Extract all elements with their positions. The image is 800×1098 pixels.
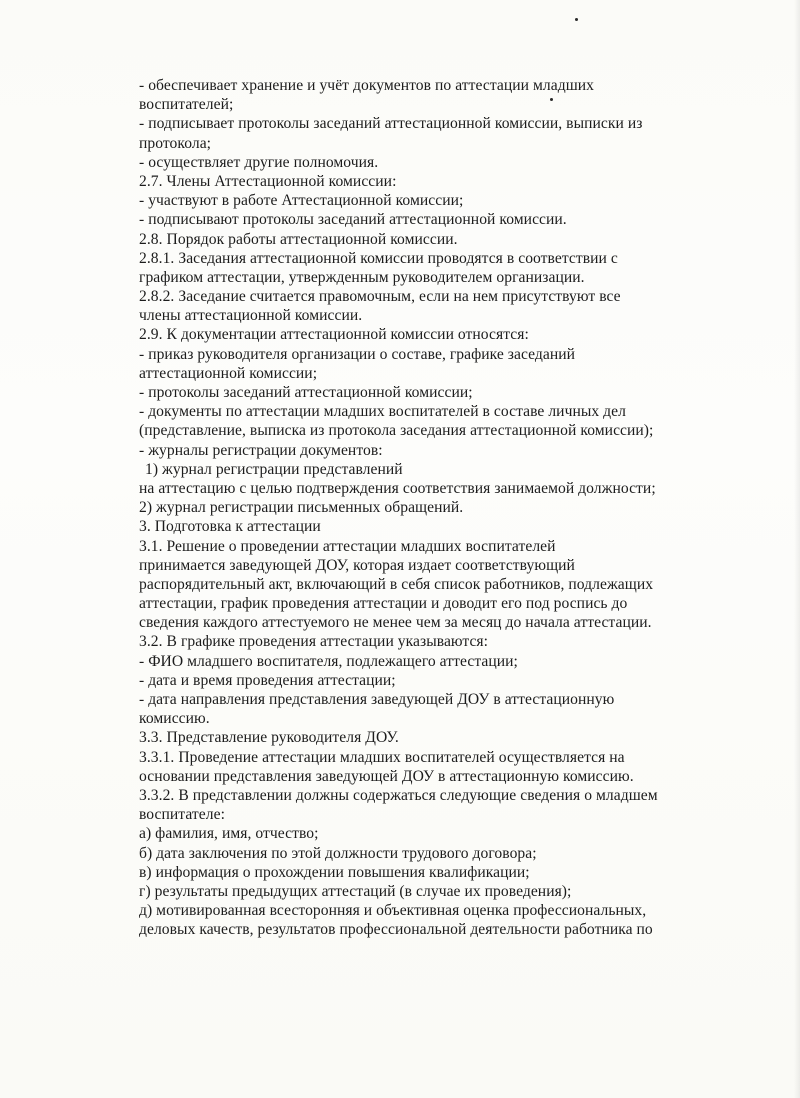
doc-line: - приказ руководителя организации о составе, графике заседаний xyxy=(139,345,576,363)
document-body xyxy=(139,76,759,939)
doc-line: 3.3.1. Проведение аттестации младших воспитателей осуществляется на xyxy=(139,748,625,766)
section-heading: 2.8. Порядок работы аттестационной комиссии. xyxy=(139,230,458,248)
doc-line: сведения каждого аттестуемого не менее чем за месяц до начала аттестации. xyxy=(139,614,652,632)
doc-line: - ФИО младшего воспитателя, подлежащего аттестации; xyxy=(139,652,518,670)
doc-line: воспитателе: xyxy=(139,806,225,824)
doc-line: комиссию. xyxy=(139,710,210,728)
doc-line: аттестации, график проведения аттестации и доводит его под роспись до xyxy=(139,595,628,613)
doc-line: - подписывают протоколы заседаний аттестационной комиссии. xyxy=(139,211,567,229)
doc-line: воспитателей; xyxy=(139,96,234,114)
section-heading: 2.7. Члены Аттестационной комиссии: xyxy=(139,172,397,190)
doc-line: принимается заведующей ДОУ, которая издает соответствующий xyxy=(139,556,575,574)
doc-line: (представление, выписка из протокола заседания аттестационной комиссии); xyxy=(139,422,654,440)
doc-line: аттестационной комиссии; xyxy=(139,364,318,382)
doc-line: - обеспечивает хранение и учёт документов по аттестации младших xyxy=(139,77,594,94)
doc-line: 3.1. Решение о проведении аттестации младших воспитателей xyxy=(139,537,556,555)
section-heading: 3.3. Представление руководителя ДОУ. xyxy=(139,729,399,747)
doc-line: - журналы регистрации документов: xyxy=(139,441,383,459)
doc-line: - осуществляет другие полномочия. xyxy=(139,153,379,171)
doc-line: деловых качеств, результатов профессиональной деятельности работника по xyxy=(139,921,653,939)
doc-line: б) дата заключения по этой должности трудового договора; xyxy=(139,844,537,862)
doc-line: - участвуют в работе Аттестационной комиссии; xyxy=(139,192,464,210)
doc-line: основании представления заведующей ДОУ в аттестационную комиссию. xyxy=(139,767,634,785)
doc-line: протокола; xyxy=(139,134,212,152)
section-heading: 3.2. В графике проведения аттестации указываются: xyxy=(139,633,489,651)
doc-line: графиком аттестации, утвержденным руководителем организации. xyxy=(139,268,585,286)
doc-line: 1) журнал регистрации представлений xyxy=(145,460,403,478)
section-heading: 2.9. К документации аттестационной комиссии относятся: xyxy=(139,326,529,344)
doc-line: - документы по аттестации младших воспитателей в составе личных дел xyxy=(139,403,626,421)
scan-speck xyxy=(575,18,578,21)
scan-edge-shadow xyxy=(794,0,800,1098)
doc-line: в) информация о прохождении повышения квалификации; xyxy=(139,863,530,881)
section-heading: 3. Подготовка к аттестации xyxy=(139,518,321,536)
doc-line: 3.3.2. В представлении должны содержаться следующие сведения о младшем xyxy=(139,786,658,804)
doc-line: - подписывает протоколы заседаний аттестационной комиссии, выписки из xyxy=(139,115,643,133)
doc-line: на аттестацию с целью подтверждения соответствия занимаемой должности; xyxy=(139,479,656,497)
doc-line: а) фамилия, имя, отчество; xyxy=(139,825,319,843)
doc-line: 2.8.2. Заседание считается правомочным, если на нем присутствуют все xyxy=(139,288,621,306)
doc-line: - дата и время проведения аттестации; xyxy=(139,671,396,689)
doc-line: - дата направления представления заведующей ДОУ в аттестационную xyxy=(139,691,615,708)
doc-line: - протоколы заседаний аттестационной комиссии; xyxy=(139,384,473,401)
doc-line: д) мотивированная всесторонняя и объективная оценка профессиональных, xyxy=(139,902,647,920)
doc-line: г) результаты предыдущих аттестаций (в случае их проведения); xyxy=(139,882,572,900)
doc-line: члены аттестационной комиссии. xyxy=(139,307,363,325)
doc-line: 2) журнал регистрации письменных обращений. xyxy=(139,499,464,517)
doc-line: распорядительный акт, включающий в себя список работников, подлежащих xyxy=(139,575,654,593)
doc-line: 2.8.1. Заседания аттестационной комиссии проводятся в соответствии с xyxy=(139,249,618,267)
